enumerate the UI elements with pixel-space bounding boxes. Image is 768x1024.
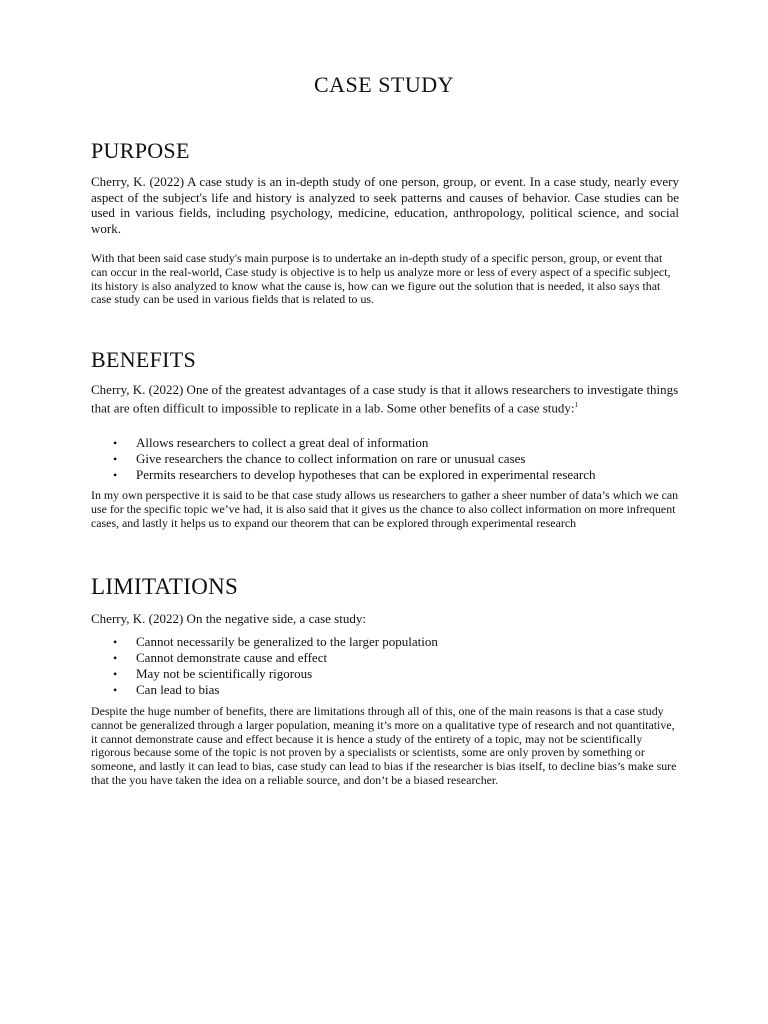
benefits-heading: BENEFITS [91, 347, 197, 372]
document-title: CASE STUDY [313, 72, 455, 97]
list-item: • Can lead to bias [91, 682, 681, 698]
benefits-intro-text: Cherry, K. (2022) One of the greatest advantages of a case study is that it allows researchers to investigate things that are often difficult to impossible to replicate in a lab. Some other benefits of a case study: [91, 382, 679, 415]
list-item: • Cannot demonstrate cause and effect [91, 650, 681, 666]
limitations-list [91, 634, 681, 698]
limitations-commentary: Despite the huge number of benefits, there are limitations through all of this, one of the main reasons is that a case study cannot be generalized through a larger population, meaning it’s more on a qualitative type of research and not quantitative, it cannot demonstrate cause and effect because it is hence a study of the entirety of a topic, may not be scientifically rigorous because some of the topic is not proven by a specialists or scientists, some are only proven by something or someone, and lastly it can lead to bias, case study can lead to bias if the researcher is bias itself, to decline bias’s make sure that the you have taken the idea on a reliable source, and don’t be a biased researcher. [91, 704, 677, 787]
limitations-intro: Cherry, K. (2022) On the negative side, a case study: [91, 611, 366, 626]
purpose-paragraph-1: Cherry, K. (2022) A case study is an in-depth study of one person, group, or event. In a case study, nearly every aspect of the subject's life and history is analyzed to seek patterns and causes of behavior. Case studies can be used in various fields, including psychology, medicine, education, anthropology, political science, and social work. [91, 174, 679, 236]
list-item: • Allows researchers to collect a great deal of information [91, 435, 681, 451]
benefits-commentary: In my own perspective it is said to be that case study allows us researchers to gather a sheer number of data’s which we can use for the specific topic we’ve had, it is also said that it gives us the chance to also collect information on more infrequent cases, and lastly it helps us to expand our theorem that can be explored through experimental research [91, 488, 679, 530]
benefits-list [91, 435, 681, 483]
benefits-intro [91, 382, 679, 416]
purpose-paragraph-2: With that been said case study's main purpose is to undertake an in-depth study of a specific person, group, or event that can occur in the real-world, Case study is objective is to help us analyze more or less of every aspect of a specific subject, its history is also analyzed to know what the cause is, how can we figure out the solution that is needed, it also says that case study can be used in various fields that is related to us. [91, 251, 671, 307]
limitations-heading: LIMITATIONS [91, 574, 239, 599]
list-item: • Give researchers the chance to collect information on rare or unusual cases [91, 451, 681, 467]
purpose-heading: PURPOSE [91, 138, 190, 163]
list-item: • Permits researchers to develop hypotheses that can be explored in experimental research [91, 467, 681, 483]
footnote-mark: 1 [574, 400, 579, 409]
list-item: • Cannot necessarily be generalized to the larger population [91, 634, 681, 650]
list-item: • May not be scientifically rigorous [91, 666, 681, 682]
